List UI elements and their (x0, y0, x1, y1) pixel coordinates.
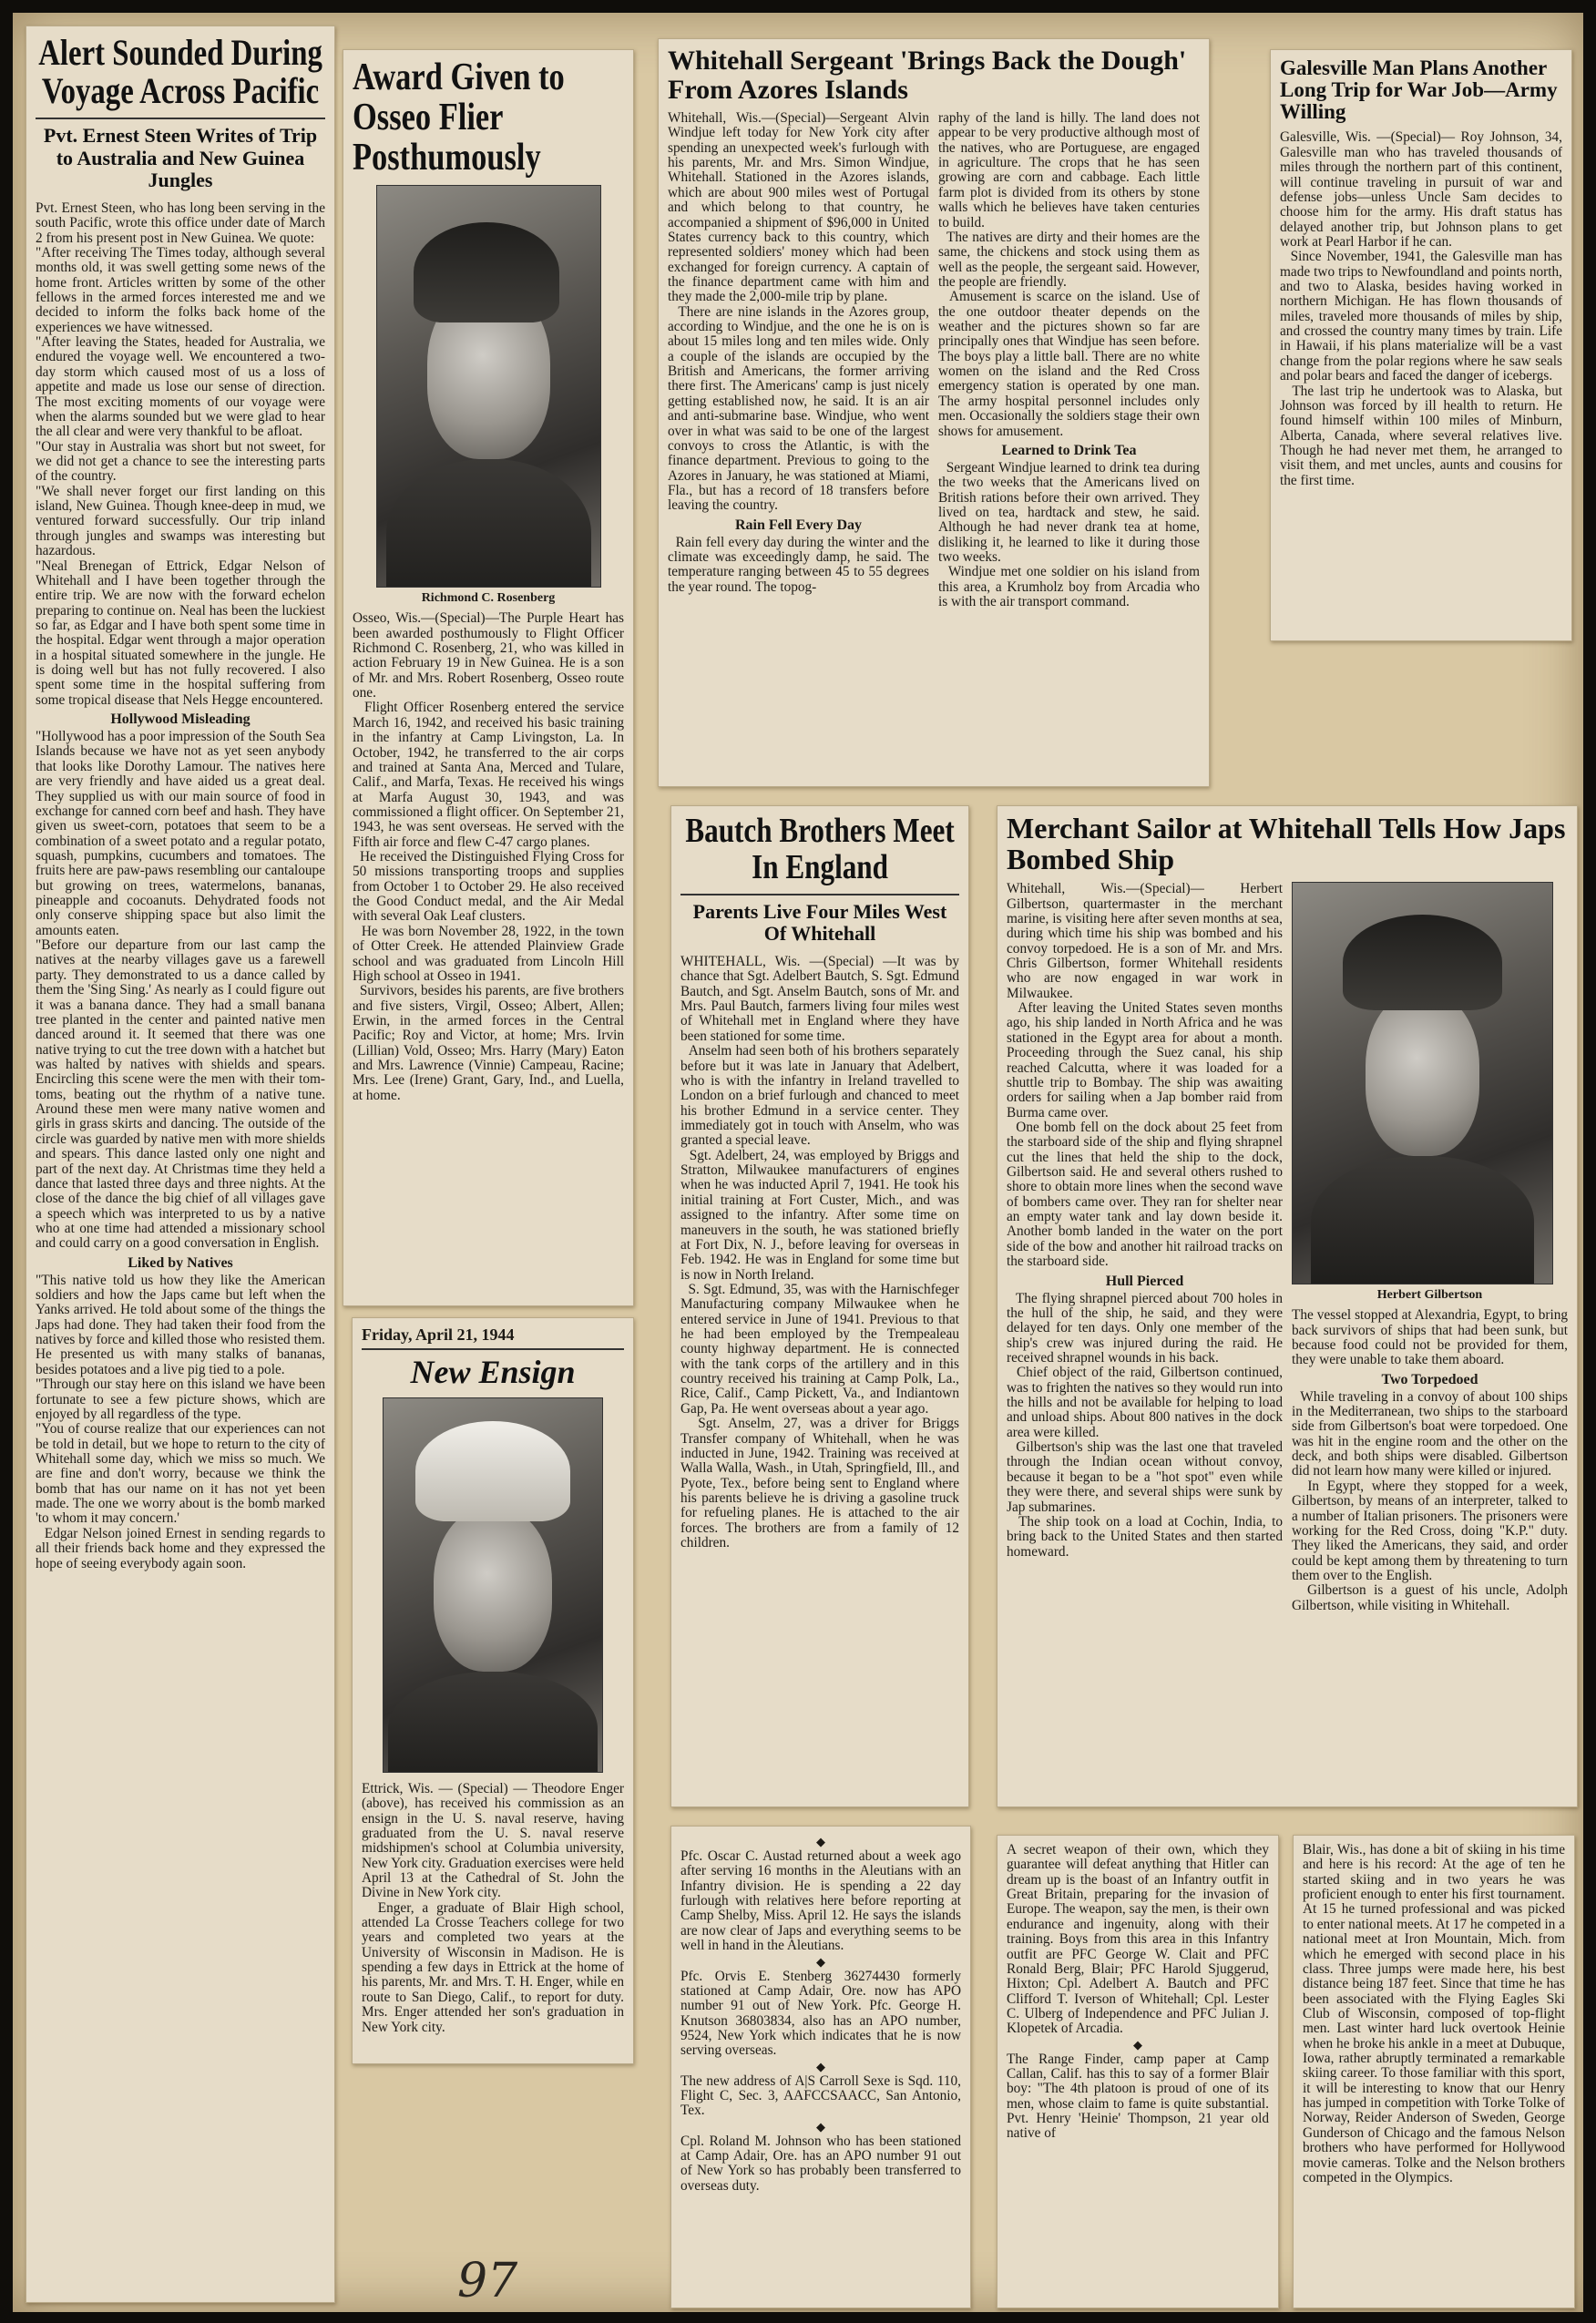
article-bautch-brothers (670, 805, 969, 1807)
column-left (668, 110, 933, 610)
article-merchant-sailor (997, 805, 1578, 1807)
headline: Merchant Sailor at Whitehall Tells How Japs Bombed Ship (1007, 812, 1566, 875)
article-body: raphy of the land is hilly. The land does not appear to be very productive although most of the natives, who are Portuguese, are engaged in agriculture. The crops that he has seen growing are corn and cabbage. Each little farm plot is divided from its others by stone walls which he believes have taken centuries to build. The natives are dirty and their homes are the same, the chickens and stock using them as well as the people, the sergeant said. However, the people are friendly. Amusement is scarce on the island. Use of the one outdoor theater depends on the weather and the pictures shown so far are principally ones that Windjue has seen before. The boys play a little ball. There are no white women on the island and the Red Cross emergency station is operated by one man. The army hospital personnel includes only men. Occasionally the soldiers stage their own shows for amusement. (938, 110, 1200, 439)
article-body: Osseo, Wis.—(Special)—The Purple Heart has been awarded posthumously to Flight Officer Richmond C. Rosenberg, 21, who was killed in action February 19 in New Guinea. He is a son of Mr. and Mrs. Robert Rosenberg, Osseo route one. Flight Officer Rosenberg entered the service March 16, 1942, and received his basic training in the infantry at Camp Livingston, La. In October, 1942, he transferred to the air corps and trained at Santa Ana, Merced and Tulare, Calif., and Marfa, Texas. He received his wings at Marfa August 30, 1943, and was commissioned a flight officer. On September 21, 1943, he was sent overseas. He served with the Fifth air force and flew C-47 cargo planes. He received the Distinguished Flying Cross for 50 missions transporting troops and supplies from October 1 to October 29. He also received the Good Conduct medal, and the Air Medal with several Oak Leaf clusters. He was born November 28, 1922, in the town of Otter Creek. He attended Plainview Grade school and was graduated from Lincoln Hill High school at Osseo in 1941. Survivors, besides his parents, are five brothers and five sisters, Virgil, Osseo; Albert, Allen; Erwin, in the armed forces in the Central Pacific; Roy and Victor, at home; Mrs. Irvin (Lillian) Vold, Osseo; Mrs. Harry (Mary) Eaton and Mrs. Lawrence (Vinnie) Campeau, Racine; Mrs. Lee (Irene) Grant, Gary, Ind., and Luella, at home. (353, 610, 625, 1103)
separator-diamond: ◆ (816, 2119, 825, 2134)
article-body: Pfc. Oscar C. Austad returned about a week ago after serving 16 months in the Aleutians with an Infantry division. He is spending a 22 day furlough with relatives here before reporting at Camp Shelby, Miss. April 12. He says the islands are now clear of Japs and everything seems to be well in hand in the Aleutians. (680, 1848, 965, 1954)
divider (680, 894, 959, 895)
handwritten-page-number: 97 (457, 2254, 518, 2308)
article-body: A secret weapon of their own, which they guarantee will defeat anything that Hitler can dream up is the boast of an Infantry outfit in Great Britain, preparing for the invasion of Europe. The weapon, say the men, is their own endurance and ingenuity, along with their training. Boys from this area in this Infantry outfit are PFC George W. Clait and PFC Ronald Berg, Blair; PFC Harold Sjuggerud, Hixton; Cpl. Adelbert A. Bautch and PFC Clifford T. Iverson of Whitehall; Cpl. Lester C. Ulberg of Independence and PFC Julian J. Klopetek of Arcadia. (1007, 1842, 1273, 2037)
article-secret-weapon (997, 1835, 1279, 2308)
scrapbook-page (13, 13, 1583, 2312)
article-body: "Hollywood has a poor impression of the South Sea Islands because we have not as yet seen anybody that looks like Dorothy Lamour. The natives here are very friendly and have aided us a great deal. They supplied us with our main source of food in exchange for canned corn beef and hash. They have given us sweet-corn, potatoes that seem to be a combination of a sweet potato and a regular potato, squash, pumpkins, cucumbers and tomatoes. The fruits here are paw-paws resembling our cantaloupe but growing on trees, watermelons, bananas, pineapple and cocoanuts. Dehydrated foods not only conserve shipping space but also limit the amounts eaten. "Before our departure from our last camp the natives at the nearby villages gave us a farewell party. They demonstrated to us a dance called by them the 'Sing Sing.' As nearly as I could figure out it was a banana dance. They had a small banana tree planted in the center and painted native men danced around it. It seemed that there was one native trying to cut the tree down with a hatchet but was halted by natives with shields and spears. Encircling this scene were the men with their tom-toms, beating out the rhythm of a native tune. Around these men were many native women and girls in grass skirts and dancing. The outside of the circle was guarded by native men with more shields and spears. This dance lasted only one night and part of the next day. At Christmas time they held a dance that lasted three days and three nights. At the close of the dance the big chief of all villages gave a speech which was interpreted to us by a native who at one time had attended a missionary school and could carry on a good conversation in English. (36, 729, 325, 1252)
headline: Award Given to Osseo Flier Posthumously (353, 56, 565, 179)
article-body: The Range Finder, camp paper at Camp Callan, Calif. has this to say of a former Blair boy: "The 4th platoon is proud of one of its men, whose claim to fame is quite substantial. Pvt. Henry 'Heinie' Thompson, 21 year old native of (1007, 2051, 1273, 2142)
column-right (938, 111, 1200, 610)
article-skier-record (1293, 1835, 1575, 2308)
article-osseo-flier (343, 49, 634, 1306)
article-columns (1007, 881, 1571, 1613)
separator-diamond: ◆ (816, 2059, 825, 2073)
article-body: Rain fell every day during the winter and the climate was exceedingly damp, he said. The temperature ranging between 45 to 55 degrees the year round. The topog- (668, 534, 933, 595)
section-heading: Hull Pierced (1105, 1273, 1184, 1289)
photo-caption: Herbert Gilbertson (1376, 1288, 1483, 1303)
column-left (1007, 882, 1283, 1613)
separator-diamond: ◆ (816, 1835, 825, 1848)
portrait-photo (383, 1397, 603, 1773)
divider (362, 1348, 624, 1350)
subheadline: Parents Live Four Miles West Of Whitehall (692, 899, 947, 946)
section-heading: Learned to Drink Tea (1001, 442, 1137, 458)
article-galesville-man (1270, 49, 1572, 641)
photo-caption: Richmond C. Rosenberg (421, 591, 556, 606)
article-body: The vessel stopped at Alexandria, Egypt, to bring back survivors of ships that had been sunk, but because food could not be provided for them, they were unable to take them aboard. (1292, 1307, 1571, 1368)
headline: Whitehall Sergeant 'Brings Back the Dough' From Azores Islands (668, 46, 1187, 105)
section-heading: Two Torpedoed (1381, 1371, 1478, 1387)
article-body: Ettrick, Wis. — (Special) — Theodore Enger (above), has received his commission as an ensign in the U. S. naval reserve, having graduated from the U. S. naval reserve midshipmen's school at Columbia university, New York city. Graduation exercises were held April 13 at the Cathedral of St. John the Divine in New York city. Enger, a graduate of Blair High school, attended La Crosse Teachers college for two years and completed two years at the University of Wisconsin in Madison. He is spending a few days in Ettrick at the home of his parents, Mr. and Mrs. T. H. Enger, while en route to San Diego, Calif., to report for duty. Mrs. Enger attended her son's graduation in New York city. (362, 1780, 624, 2035)
article-whitehall-sergeant (658, 38, 1210, 787)
article-body: Pfc. Orvis E. Stenberg 36274430 formerly stationed at Camp Adair, Ore. now has APO number 91 out of New York. Pfc. George H. Knutson 36803834, also has an APO number, 9524, New York which indicates that he is now serving overseas. (680, 1968, 965, 2059)
dateline: Friday, April 21, 1944 (362, 1325, 515, 1344)
subheadline: Pvt. Ernest Steen Writes of Trip to Australia and New Guinea Jungles (43, 124, 318, 192)
article-body: Blair, Wis., has done a bit of skiing in his time and here is his record: At the age of ten he started skiing and in two years he was proficient enough to enter his first tournament. At 15 he turned professional and was picked to enter national meets. At 17 he competed in a national meet at Iron Mountain, Mich. from which he emerged with second place in his class. Three jumps were made here, his best distance being 187 feet. Since that time he has been associated with the Flying Eagles Ski Club of Wisconsin, composed of top-flight men. Last winter hard luck overtook Heinie when he broke his ankle in a meet at Dubuque, Iowa, rather abruptly terminated a remarkable skiing career. To those familiar with this sport, it will be interesting to know that our Henry has jumped in competition with Torke Tolke of Norway, Reider Anderson of Sweden, George Gunderson of Chicago and the famous Nelson brothers who have performed for Hollywood movie cameras. Tolke and the Nelson brothers competed in the Olympics. (1303, 1842, 1569, 2185)
section-heading: Hollywood Misleading (110, 711, 251, 728)
article-body: Cpl. Roland M. Johnson who has been stationed at Camp Adair, Ore. has an APO number 91 out of New York so has probably been transferred to overseas duty. (680, 2133, 965, 2194)
separator-diamond: ◆ (1133, 2037, 1142, 2052)
article-columns (668, 111, 1200, 610)
article-body: Galesville, Wis. —(Special)— Roy Johnson, 34, Galesville man who has traveled thousands of miles through the northern part of this continent, will continue traveling in pursuit of war and defense jobs—unless Uncle Sam decides to choose him for the army. His draft status has delayed another trip, but Johnson plans to get work at Pearl Harbor if he can. Since November, 1941, the Galesville man has made two trips to Newfoundland and points north, and two to Alaska, besides having worked in northern Michigan. He has flown thousands of miles, traveled more thousands of miles by ship, and crossed the country many times by train. Life in Hawaii, if his plans materialize will be a vast change from the polar regions where he saw seals and polar bears and faced the danger of icebergs. The last trip he undertook was to Alaska, but Johnson was forced by ill health to return. He found himself within 100 miles of Minburn, Alberta, Canada, where several relatives live. Though he had never met them, he arranged to visit them, and met uncles, aunts and cousins for the first time. (1280, 129, 1563, 488)
article-body: Whitehall, Wis.—(Special)— Herbert Gilbertson, quartermaster in the merchant marine, is visiting here after seven months at sea, during which time his ship was bombed and his convoy torpedoed. He is a son of Mr. and Mrs. Chris Gilbertson, former Whitehall residents who are now engaged in war work in Milwaukee. After leaving the United States seven months ago, his ship landed in North Africa and he was stationed in the Egypt area for about a month. Proceeding through the Suez canal, his ship reached Calcutta, where it was loaded for a shuttle trip to Bombay. The ship was awaiting orders for sailing when a Jap bomber raid from Burma came over. One bomb fell on the dock about 25 feet from the starboard side of the ship and flying shrapnel cut the lines that held the ship to the dock, Gilbertson said. He and several others rushed to shore to obtain more lines when the second wave of bombers came over. They ran for shelter near an empty water tank and lay down beside it. Another bomb landed in the water on the port side of the bow and another hit railroad tracks on the starboard side. (1007, 881, 1283, 1270)
article-body: The new address of A|S Carroll Sexe is Sqd. 110, Flight C, Sec. 3, AAFCCSAACC, San Antonio, Tex. (680, 2072, 965, 2119)
article-body: The flying shrapnel pierced about 700 holes in the hull of the ship, he said, and they were delayed for ten days. Only one member of the ship's crew was injured during the raid. He received shrapnel wounds in his back. Chief object of the raid, Gilbertson continued, was to frighten the natives so they would run into the hills and not be available for helping to load and unload ships. About 800 natives in the dock area were killed. Gilbertson's ship was the last one that traveled through the Indian ocean without convoy, because it began to be a "hot spot" even while they were there, and several ships were sunk by Jap submarines. The ship took on a load at Cochin, India, to bring back to the United States and then started homeward. (1007, 1290, 1284, 1560)
article-body: Whitehall, Wis.—(Special)—Sergeant Alvin Windjue left today for New York city after spending an unexpected week's furlough with his parents, Mr. and Mrs. Simon Windjue, Whitehall. Stationed in the Azores islands, which are about 900 miles west of Portugal and which belong to that country, he accompanied a shipment of $96,000 in United States currency back to this country, which represented soldiers' money which had been exchanged for foreign currency. A captain of the finance department came with him and they made the 2,000-mile trip by plane. There are nine islands in the Azores group, according to Windjue, and the one he is on is about 15 miles long and ten miles wide. Only a couple of the islands are occupied by the British and Americans, the former arriving there first. The Americans' camp is just nicely getting established now, he said. It is an air and anti-submarine base. Windjue, who went over in what was said to be one of the largest convoys to cross the Atlantic, is with the finance department. Previous to going to the Azores in January, he was stationed at Miami, Fla., but has a record of 18 transfers before leaving the country. (668, 110, 929, 514)
headline: New Ensign (410, 1354, 576, 1390)
article-alert-sounded (26, 26, 335, 2303)
article-body: "This native told us how they like the American soldiers and how the Japs came but left when the Yanks arrived. He told about some of the things the Japs had done. They had taken their food from the natives by force and killed those who resisted them. He presented us with many stalks of bananas, besides potatoes and a live pig tied to a pole. "Through our stay here on this island we have been fortunate to see a few picture shows, which are enjoyed by all regardless of the type. "You of course realize that our experiences can not be told in detail, but we hope to return to the city of Whitehall some day, which we miss so much. We are fine and don't worry, because we think the bomb that has our name on it has not yet been made. The one we worry about is the bomb marked 'to whom it may concern.' Edgar Nelson joined Ernest in sending regards to all their friends back home and they expressed the hope of seeing everybody again soon. (36, 1272, 325, 1571)
article-body: Sergeant Windjue learned to drink tea during the two weeks that the Americans lived on British rations before their own arrived. They lived on tea, hardtack and stew, he said. Although he had never drank tea at home, disliking it, he learned to like it during those two weeks. Windjue met one soldier on his island from this area, a Krumholz boy from Arcadia who is with the air transport command. (938, 459, 1200, 610)
article-soldier-notes (670, 1826, 971, 2308)
article-body: While traveling in a convoy of about 100 ships in the Mediterranean, two ships to the starboard side from Gilbertson's boat were torpedoed. One was hit in the engine room and the other on the deck, and both ships were disabled. Gilbertson did not learn how many were killed or injured. In Egypt, where they stopped for a week, Gilbertson, by means of an interpreter, talked to a number of Italian prisoners. The prisoners were working for the Red Cross, doing "K.P." duty. They liked the Americans, they said, and order could be kept among them by threatening to turn them over to the English. Gilbertson is a guest of his uncle, Adolph Gilbertson, while visiting in Whitehall. (1292, 1388, 1568, 1613)
column-right (1292, 882, 1571, 1613)
headline: Bautch Brothers Meet In England (685, 812, 955, 886)
headline: Galesville Man Plans Another Long Trip for War Job—Army Willing (1280, 56, 1558, 124)
section-heading: Rain Fell Every Day (734, 517, 863, 533)
article-body: Pvt. Ernest Steen, who has long been serving in the south Pacific, wrote this office under date of March 2 from his present post in New Guinea. We quote: "After receiving The Times today, although several months old, it was swell getting some news of the home front. Articles written by some of the other fellows in the armed forces interested me and we decided to inform the folks back home of the experiences we have witnessed. "After leaving the States, headed for Australia, we endured the voyage well. We encountered a two-day storm which caused most of us a loss of appetite and made us lose our sense of direction. The most exciting moments of our voyage were when the alarms sounded but we were glad to hear the all clear and were very thankful to be afloat. "Our stay in Australia was short but not sweet, for we did not get a chance to see the interesting parts of the country. "We shall never forget our first landing on this island, New Guinea. Though knee-deep in mud, we ventured forward successfully. Our trip inland through jungles and swamps was interesting but hazardous. "Neal Brenegan of Ettrick, Edgar Nelson of Whitehall and I have been together through the entire trip. We are now with the forward echelon preparing to continue on. Neal has been the luckiest so far, as Edgar and I have both spent some time in the hospital. Edgar went through a major operation in a hospital situated somewhere in the jungle. He is doing well but has not fully recovered. I also spent some time in the hospital suffering from some tropical disease that Nels Hegge encountered. (36, 200, 325, 708)
section-heading: Liked by Natives (128, 1254, 233, 1271)
headline: Alert Sounded During Voyage Across Pacific (38, 32, 322, 111)
portrait-photo (376, 185, 601, 588)
article-new-ensign (352, 1317, 634, 2064)
divider (36, 118, 325, 119)
article-body: WHITEHALL, Wis. —(Special) —It was by chance that Sgt. Adelbert Bautch, S. Sgt. Edmund Bautch, and Sgt. Anselm Bautch, sons of Mr. and Mrs. Paul Bautch, farmers living four miles west of Whitehall met in England where they have been stationed for some time. Anselm had seen both of his brothers separately before but it was late in January that Adelbert, who is with the infantry in Ireland travelled to London on a brief furlough and chanced to meet his brother Edmund in a service center. They immediately got in touch with Anselm, who was granted a special leave. Sgt. Adelbert, 24, was employed by Briggs and Stratton, Milwaukee manufacturers of engines when he was inducted April 7, 1941. He took his initial training at Fort Custer, Mich., and was assigned to the infantry. After some time on maneuvers in the south, he was stationed briefly at Fort Dix, N. J., before leaving for overseas in Feb. 1942. He was in England for some time but is now in North Ireland. S. Sgt. Edmund, 35, was with the Harnischfeger Manufacturing company Milwaukee when he entered service in June of 1941. Previous to that he had been employed by the Trempealeau county highway department. He is connected with the tank corps of the artillery and in this country received his training at Camp Polk, La., Rice, Calif., Camp Pickett, Va., and Indiantown Gap, Pa. He went overseas about a year ago. Sgt. Anselm, 27, was a driver for Briggs Transfer company of Whitehall, when he was inducted in June, 1942. Training was received at Walla Walla, Wash., in Utah, Springfield, Ill., and Pyote, Tex., before being sent to England where his parents believe he is driving a gasoline truck for refueling planes. He is attached to the air forces. The brothers are from a family of 12 children. (680, 954, 960, 1551)
separator-diamond: ◆ (816, 1954, 825, 1969)
portrait-photo (1292, 882, 1553, 1284)
